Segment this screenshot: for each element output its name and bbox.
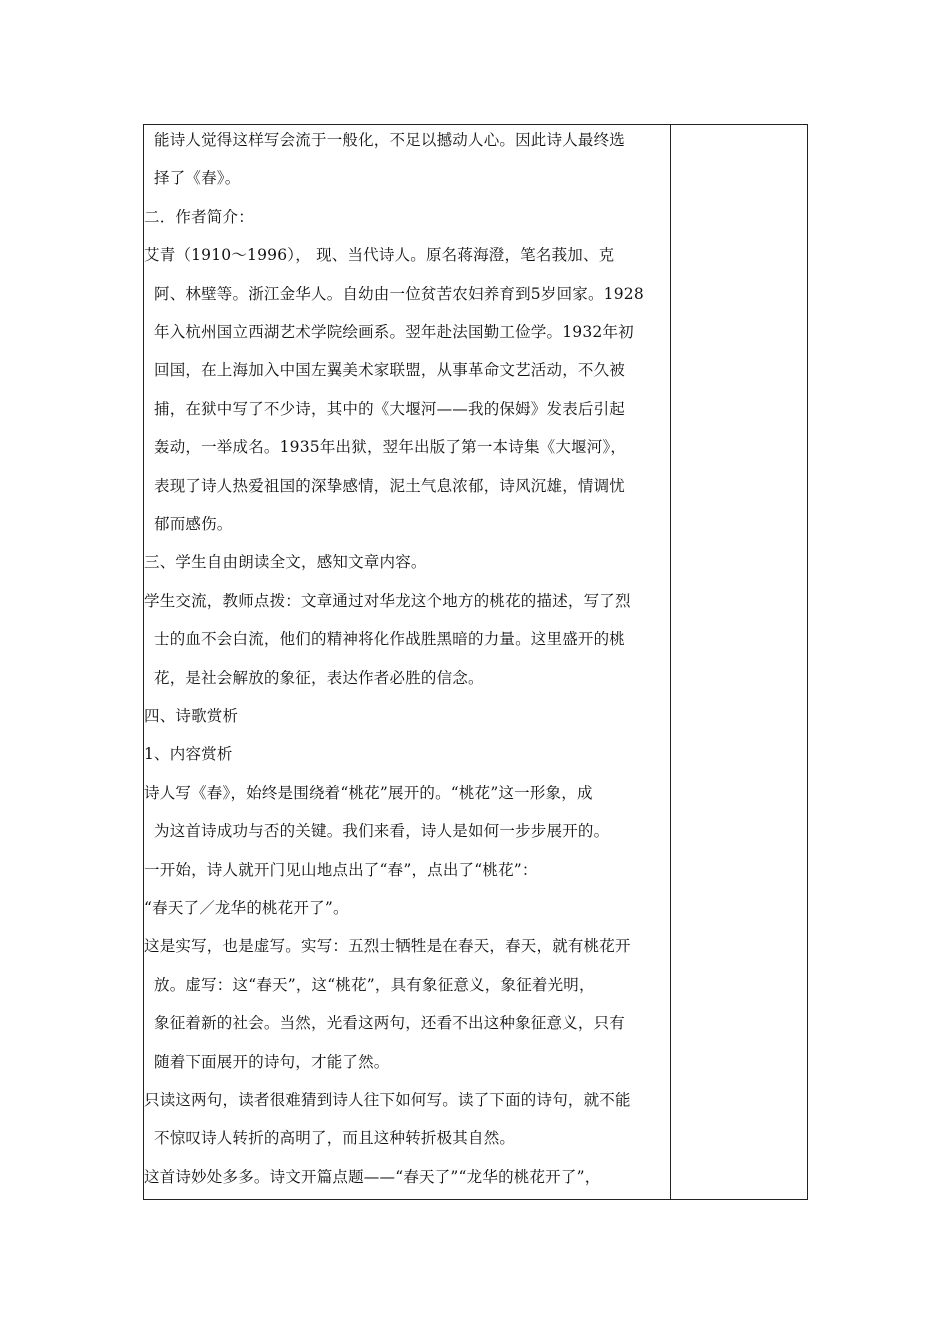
text-line: 轰动，一举成名。1935年出狱，翌年出版了第一本诗集《大堰河》， xyxy=(154,438,627,457)
text-line: 捕，在狱中写了不少诗，其中的《大堰河——我的保姆》发表后引起 xyxy=(154,399,626,418)
text-line: 阿、林壁等。浙江金华人。自幼由一位贫苦农妇养育到5岁回家。1928 xyxy=(154,284,644,303)
text-line: 能诗人觉得这样写会流于一般化，不足以撼动人心。因此诗人最终选 xyxy=(154,131,626,149)
text-line: 1、内容赏析 xyxy=(144,745,233,764)
text-line: 为这首诗成功与否的关键。我们来看，诗人是如何一步步展开的。 xyxy=(154,822,610,841)
text-line: 学生交流，教师点拨：文章通过对华龙这个地方的桃花的描述，写了烈 xyxy=(144,591,631,610)
text-line: 郁而感伤。 xyxy=(154,515,233,533)
lesson-table xyxy=(143,124,808,1200)
text-line: 艾青（1910～1996）， 现、当代诗人。原名蒋海澄，笔名莪加、克 xyxy=(144,246,615,265)
text-line: 花，是社会解放的象征，表达作者必胜的信念。 xyxy=(154,668,484,687)
text-line: 这是实写，也是虚写。实写：五烈士牺牲是在春天，春天，就有桃花开 xyxy=(144,937,631,956)
text-line: 回国，在上海加入中国左翼美术家联盟，从事革命文艺活动，不久被 xyxy=(154,361,626,380)
text-line: 诗人写《春》，始终是围绕着“桃花”展开的。“桃花”这一形象，成 xyxy=(144,783,593,802)
text-line: 随着下面展开的诗句，才能了然。 xyxy=(154,1052,390,1071)
text-line: 象征着新的社会。当然，光看这两句，还看不出这种象征意义，只有 xyxy=(154,1014,626,1033)
text-line: 年入杭州国立西湖艺术学院绘画系。翌年赴法国勤工俭学。1932年初 xyxy=(154,323,634,341)
text-line: 放。虚写：这“春天”，这“桃花”，具有象征意义，象征着光明， xyxy=(154,975,595,994)
text-line: 不惊叹诗人转折的高明了，而且这种转折极其自然。 xyxy=(154,1129,516,1148)
text-line: 表现了诗人热爱祖国的深挚感情，泥土气息浓郁，诗风沉雄，情调忧 xyxy=(154,476,626,495)
text-line: 一开始，诗人就开门见山地点出了“春”，点出了“桃花”： xyxy=(144,860,538,879)
lesson-content-cell xyxy=(144,125,670,1199)
text-line: 这首诗妙处多多。诗文开篇点题——“春天了”“龙华的桃花开了”， xyxy=(144,1167,601,1186)
text-line: 三、学生自由朗读全文，感知文章内容。 xyxy=(144,553,427,572)
text-line: 择了《春》。 xyxy=(154,169,241,188)
text-line: 四、诗歌赏析 xyxy=(144,707,239,725)
text-line: “春天了／龙华的桃花开了”。 xyxy=(144,899,349,917)
text-line: 二．作者简介： xyxy=(144,207,254,226)
column-divider xyxy=(670,125,671,1199)
text-line: 士的血不会白流，他们的精神将化作战胜黑暗的力量。这里盛开的桃 xyxy=(154,630,626,649)
text-line: 只读这两句，读者很难猜到诗人往下如何写。读了下面的诗句，就不能 xyxy=(144,1091,631,1109)
